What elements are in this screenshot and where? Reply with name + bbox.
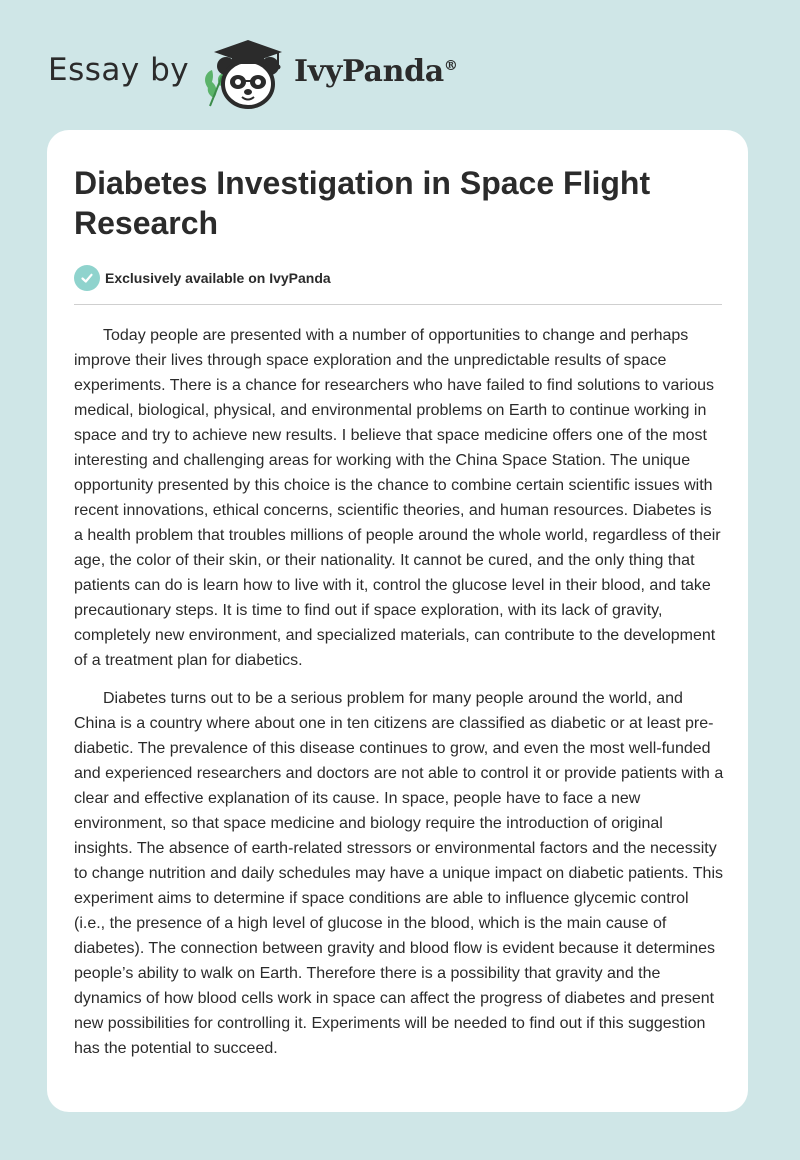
exclusive-badge [74,265,721,291]
site-header [0,0,800,130]
badge-label: Exclusively available on IvyPanda [105,270,331,286]
check-icon [74,265,100,291]
paragraph: Today people are presented with a number of opportunities to change and perhaps improve their lives through space exploration and the unpredictable results of space experiments. There is a chance for researchers who have failed to find solutions to various medical, biological, physical, and environmental problems on Earth to continue working in space and try to achieve new results. I believe that space medicine offers one of the most interesting and challenging areas for working with the China Space Station. The unique opportunity presented by this choice is the chance to combine certain scientific issues with recent innovations, ethical concerns, scientific theories, and human resources. Diabetes is a health problem that troubles millions of people around the whole world, regardless of their age, the color of their skin, or their nationality. It cannot be cured, and the only thing that patients can do is learn how to live with it, control the glucose level in their blood, and take precautionary steps. It is time to find out if space exploration, with its lack of gravity, completely new environment, and specialized materials, can contribute to the development of a treatment plan for diabetics. [74,327,721,669]
brand-prefix: Essay by [48,52,190,88]
essay-body [74,323,724,1061]
brand-name-text: IvyPanda [294,54,444,89]
registered-mark: ® [443,58,458,74]
panda-graduate-logo-icon[interactable] [200,36,290,112]
essay-card [47,130,748,1112]
divider [74,304,722,305]
paragraph: Diabetes turns out to be a serious problem for many people around the world, and China is a country where about one in ten citizens are classified as diabetic or at least pre-diabetic. The prevalence of this disease continues to grow, and even the most well-funded and experienced researchers and doctors are not able to control it or provide patients with a clear and effective explanation of its cause. In space, people have to face a new environment, so that space medicine and biology require the introduction of original insights. The absence of earth-related stressors or environmental factors and the necessity to change nutrition and daily schedules may have a unique impact on diabetic patients. This experiment aims to determine if space conditions are able to influence glycemic control (i.e., the presence of a high level of glucose in the blood, which is the main cause of diabetes). The connection between gravity and blood flow is evident because it determines people’s ability to walk on Earth. Therefore there is a possibility that gravity and the dynamics of how blood cells work in space can affect the progress of diabetes and present new possibilities for controlling it. Experiments will be needed to find out if this suggestion has the potential to succeed. [74,690,724,1057]
brand-name[interactable] [294,54,458,89]
page-title: Diabetes Investigation in Space Flight Research [74,165,651,241]
